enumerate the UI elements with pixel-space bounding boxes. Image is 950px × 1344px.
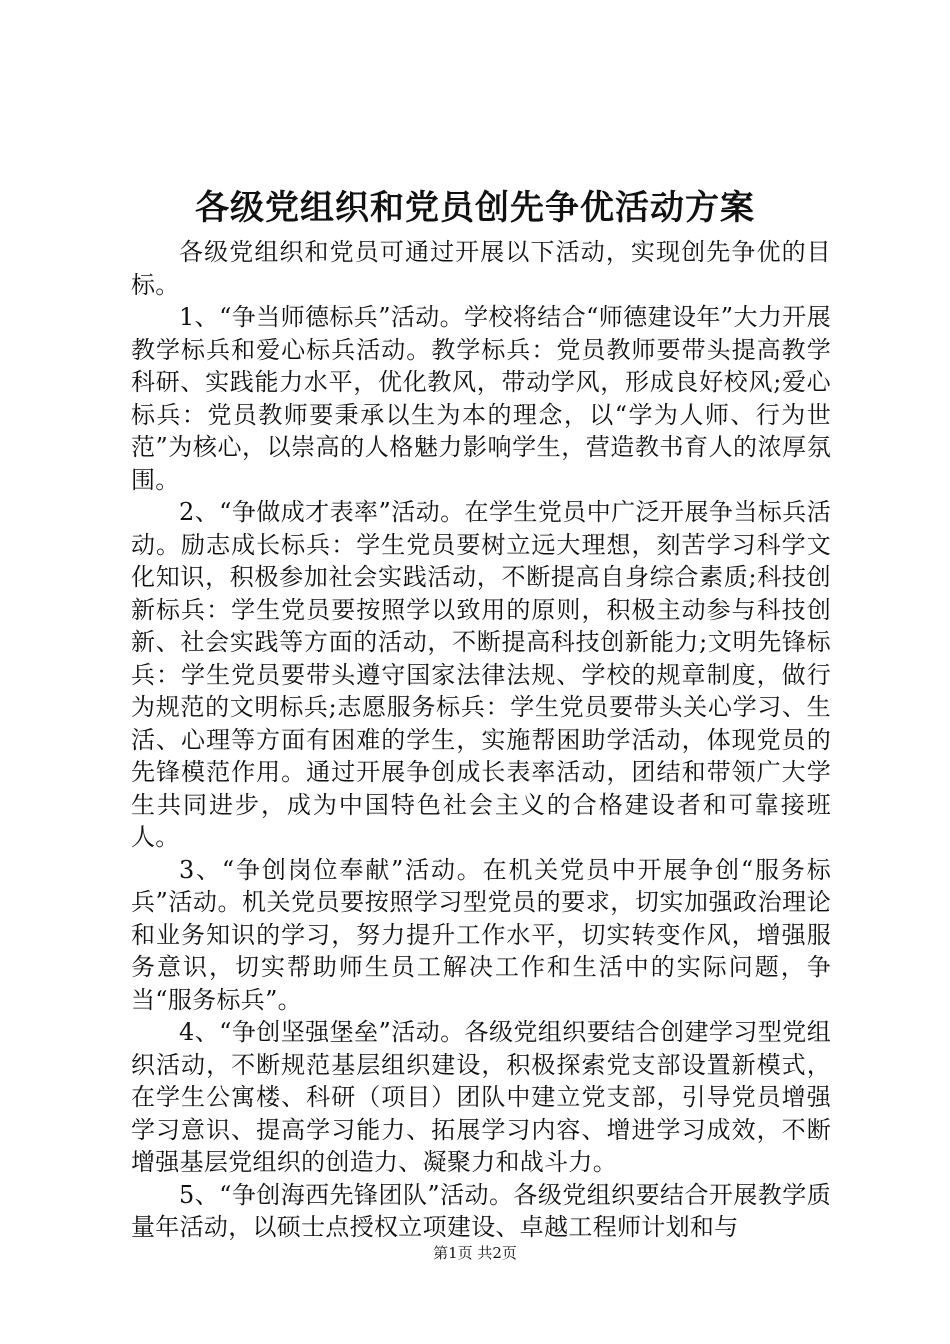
paragraph-intro: 各级党组织和党员可通过开展以下活动，实现创先争优的目标。 [131, 238, 831, 299]
paragraph-item-1: 1、“争当师德标兵”活动。学校将结合“师德建设年”大力开展教学标兵和爱心标兵活动。教学标兵：党员教师要带头提高教学科研、实践能力水平，优化教风，带动学风，形成良好校风;爱心标兵：党员教师要秉承以生为本的理念，以“学为人师、行为世范”为核心，以崇高的人格魅力影响学生，营造教书育人的浓厚氛围。 [131, 303, 831, 494]
document-body [131, 236, 831, 1244]
document-title: 各级党组织和党员创先争优活动方案 [195, 188, 755, 228]
page-number-footer: 第1页 共2页 [433, 1244, 517, 1262]
paragraph-item-5: 5、“争创海西先锋团队”活动。各级党组织要结合开展教学质量年活动，以硕士点授权立项建设、卓越工程师计划和与 [131, 1180, 831, 1241]
paragraph-item-4: 4、“争创坚强堡垒”活动。各级党组织要结合创建学习型党组织活动，不断规范基层组织建设，积极探索党支部设置新模式，在学生公寓楼、科研（项目）团队中建立党支部，引导党员增强学习意识、提高学习能力、拓展学习内容、增进学习成效，不断增强基层党组织的创造力、凝聚力和战斗力。 [131, 1018, 831, 1176]
paragraph-item-2: 2、“争做成才表率”活动。在学生党员中广泛开展争当标兵活动。励志成长标兵：学生党员要树立远大理想，刻苦学习科学文化知识，积极参加社会实践活动，不断提高自身综合素质;科技创新标兵：学生党员要按照学以致用的原则，积极主动参与科技创新、社会实践等方面的活动，不断提高科技创新能力;文明先锋标兵：学生党员要带头遵守国家法律法规、学校的规章制度，做行为规范的文明标兵;志愿服务标兵：学生党员要带头关心学习、生活、心理等方面有困难的学生，实施帮困助学活动，体现党员的先锋模范作用。通过开展争创成长表率活动，团结和带领广大学生共同进步，成为中国特色社会主义的合格建设者和可靠接班人。 [131, 498, 831, 851]
paragraph-item-3: 3、“争创岗位奉献”活动。在机关党员中开展争创“服务标兵”活动。机关党员要按照学习型党员的要求，切实加强政治理论和业务知识的学习，努力提升工作水平，切实转变作风，增强服务意识，切实帮助师生员工解决工作和生活中的实际问题，争当“服务标兵”。 [131, 855, 831, 1014]
